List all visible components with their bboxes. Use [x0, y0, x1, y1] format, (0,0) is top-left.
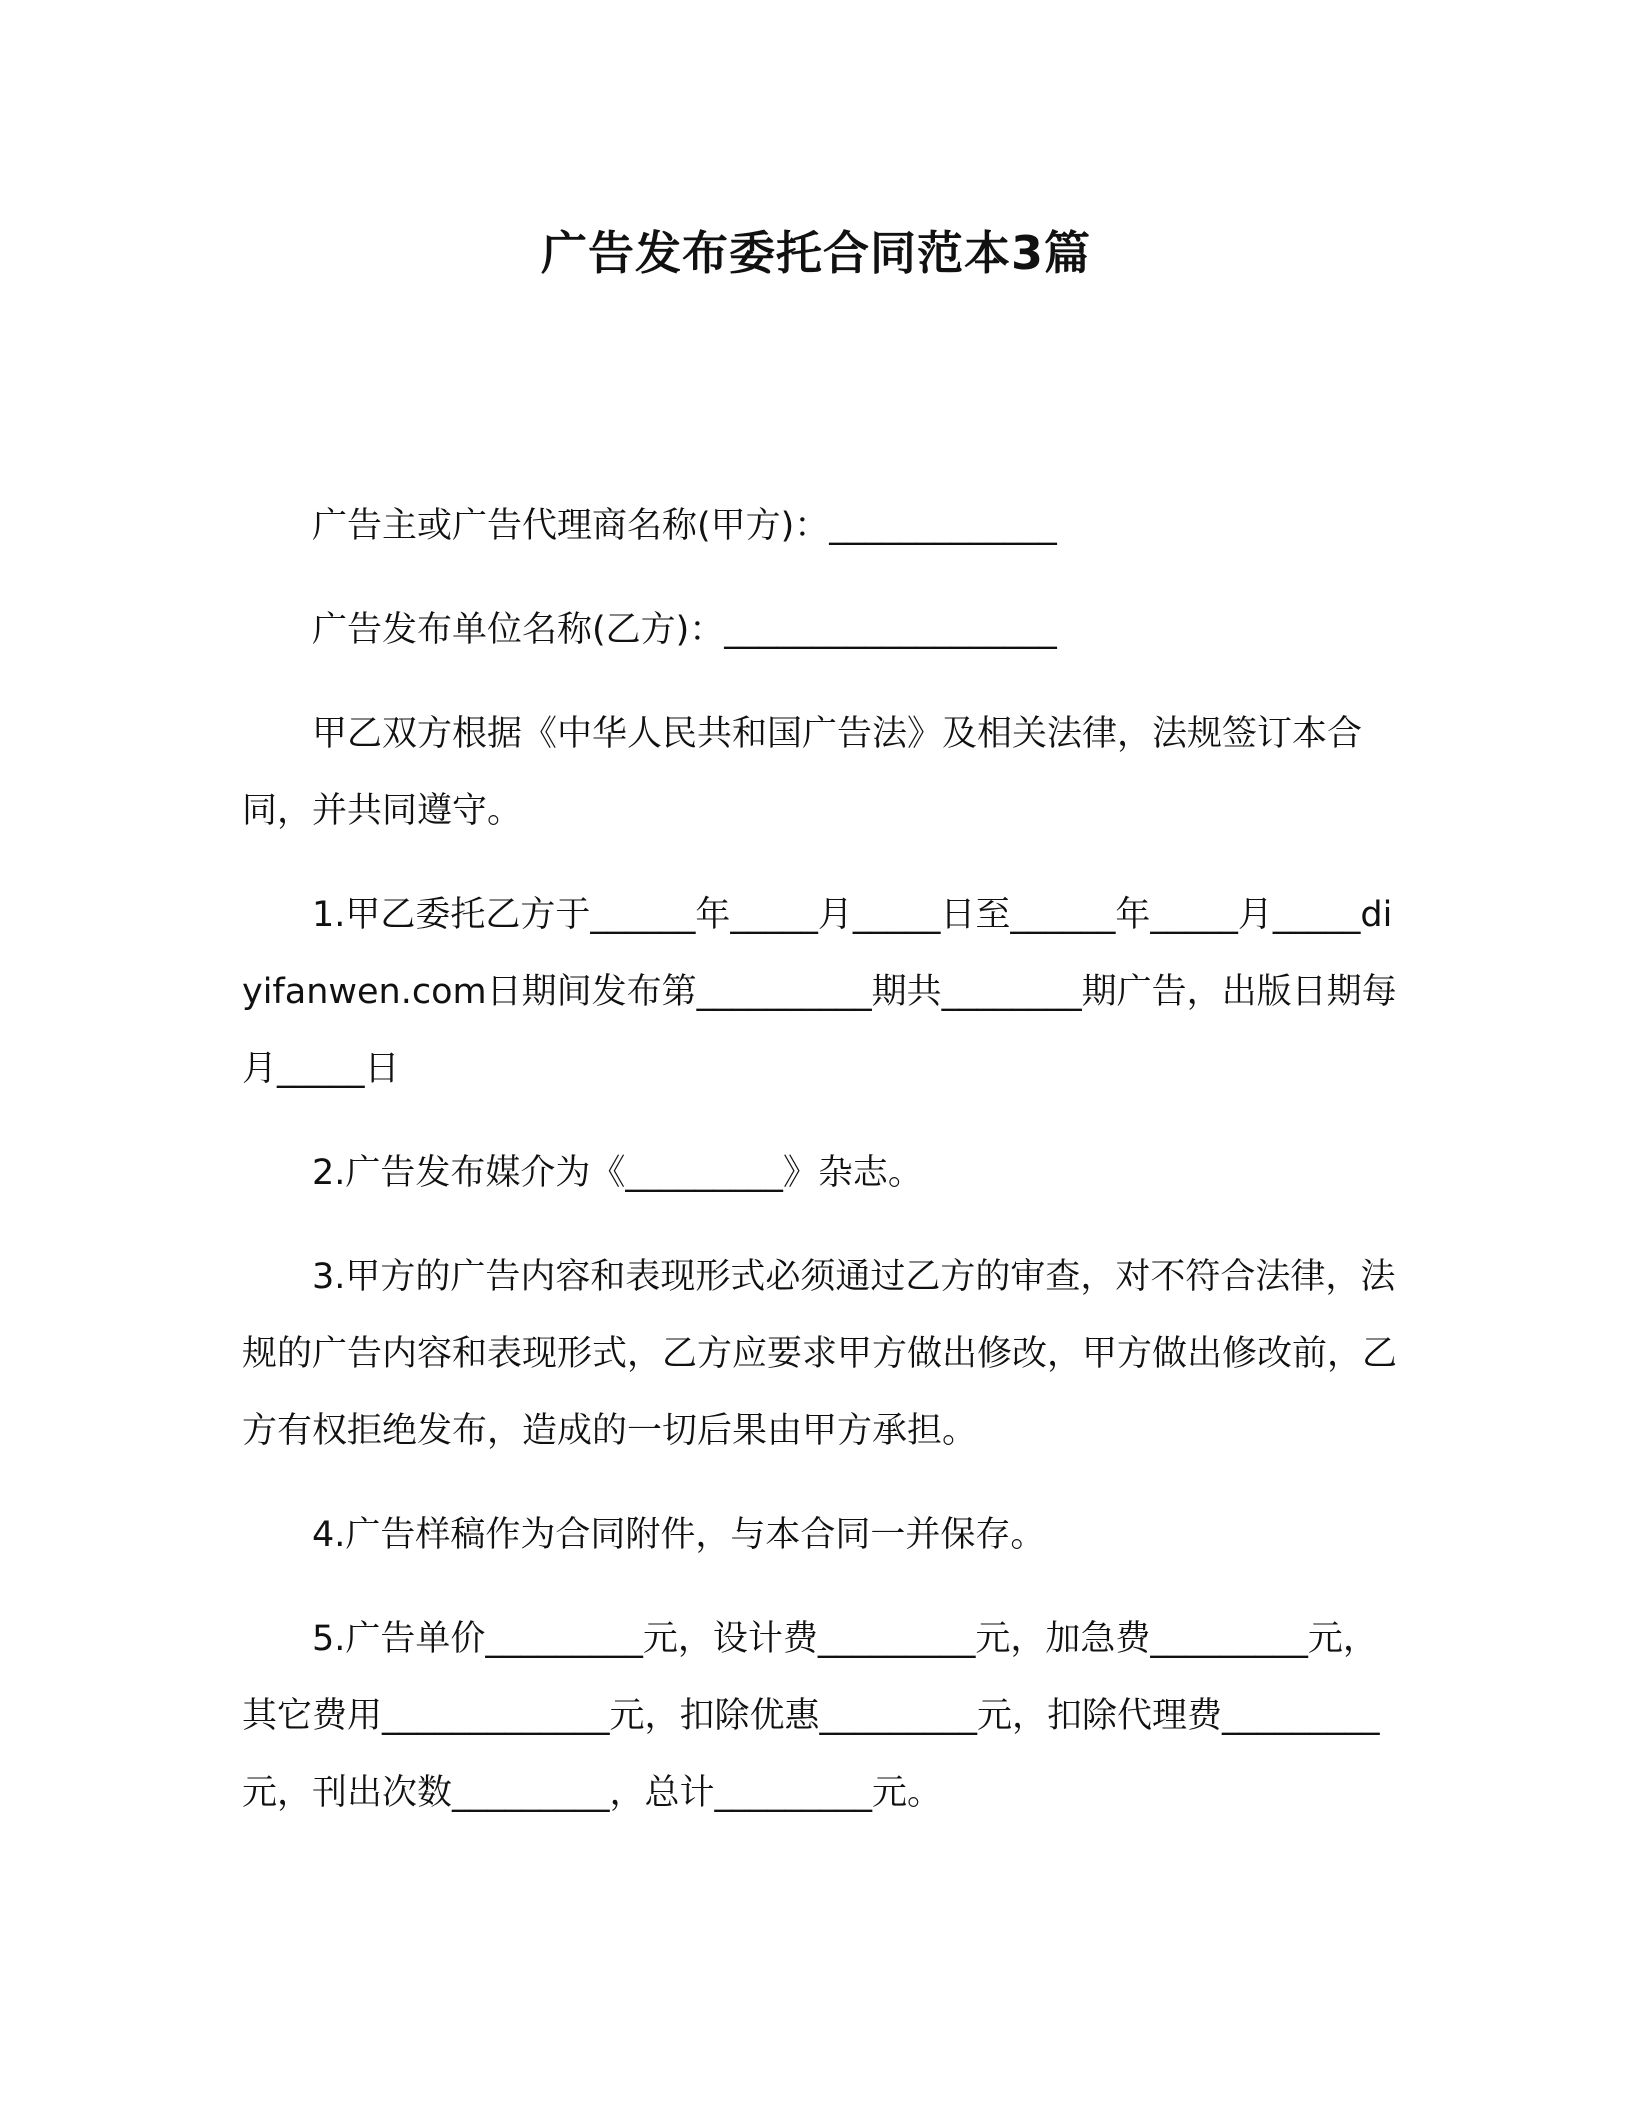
document-body [242, 488, 1402, 1859]
clause-1-paragraph: 1.甲乙委托乙方于______年_____月_____日至______年_____月_____diyifanwen.com日期间发布第__________期共________期广告，出版日期每月_____日 [242, 895, 1397, 1089]
document-title: 广告发布委托合同范本3篇 [540, 226, 1091, 280]
clause-3-paragraph: 3.甲方的广告内容和表现形式必须通过乙方的审查，对不符合法律，法规的广告内容和表现形式，乙方应要求甲方做出修改，甲方做出修改前，乙方有权拒绝发布，造成的一切后果由甲方承担。 [242, 1257, 1398, 1451]
clause-4-paragraph: 4.广告样稿作为合同附件，与本合同一并保存。 [312, 1515, 1046, 1555]
clause-5-paragraph: 5.广告单价_________元，设计费_________元，加急费_________元，其它费用_____________元，扣除优惠_________元，扣除代理费_________元，刊出次数_________，总计_________元。 [242, 1619, 1380, 1813]
party-b-line: 广告发布单位名称(乙方)：___________________ [312, 610, 1057, 650]
party-a-line: 广告主或广告代理商名称(甲方)：_____________ [312, 506, 1057, 546]
clause-2-paragraph: 2.广告发布媒介为《_________》杂志。 [312, 1153, 923, 1193]
preamble-paragraph: 甲乙双方根据《中华人民共和国广告法》及相关法律，法规签订本合同，并共同遵守。 [242, 714, 1363, 831]
